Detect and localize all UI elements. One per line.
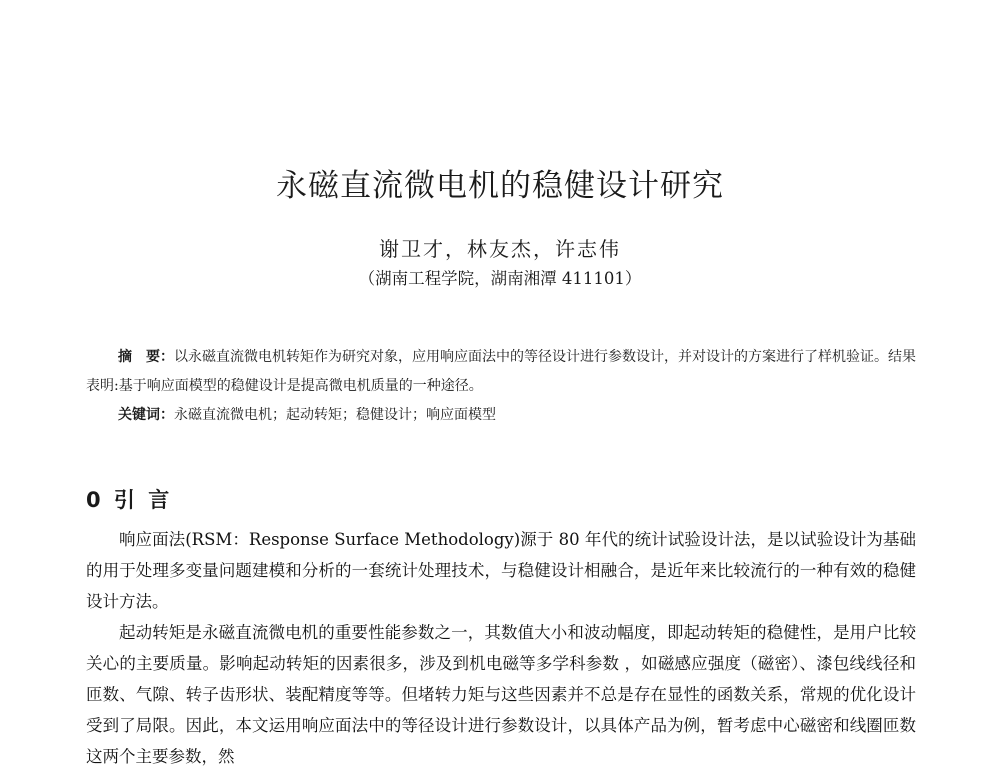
- keywords-paragraph: [86, 401, 916, 430]
- keywords-text: 永磁直流微电机；起动转矩；稳健设计；响应面模型: [174, 407, 496, 423]
- abstract-block: [86, 343, 916, 430]
- abstract-text: 以永磁直流微电机转矩作为研究对象，应用响应面法中的等径设计进行参数设计，并对设计的方案进行了样机验证。结果表明:基于响应面模型的稳健设计是提高微电机质量的一种途径。: [86, 349, 916, 394]
- section-heading: 0 引 言: [86, 488, 173, 512]
- section-body: [86, 524, 916, 772]
- paper-authors: 谢卫才，林友杰，许志伟: [379, 237, 621, 261]
- body-paragraph: 响应面法(RSM：Response Surface Methodology)源于 80 年代的统计试验设计法，是以试验设计为基础的用于处理多变量问题建模和分析的一套统计处理技术，与稳健设计相融合，是近年来比较流行的一种有效的稳健设计方法。: [86, 530, 916, 611]
- abstract-label: 摘 要：: [118, 349, 174, 365]
- body-paragraph: 起动转矩是永磁直流微电机的重要性能参数之一，其数值大小和波动幅度，即起动转矩的稳健性，是用户比较关心的主要质量。影响起动转矩的因素很多，涉及到机电磁等多学科参数 ，如磁感应强度（磁密）、漆包线线径和匝数、气隙、转子齿形状、装配精度等等。但堵转力矩与这些因素并不总是存在显性的函数关系，常规的优化设计受到了局限。因此，本文运用响应面法中的等径设计进行参数设计，以具体产品为例，暂考虑中心磁密和线圈匝数这两个主要参数，然: [86, 623, 916, 766]
- abstract-paragraph: [86, 343, 916, 401]
- paper-title: 永磁直流微电机的稳健设计研究: [276, 168, 724, 204]
- keywords-label: 关键词：: [118, 407, 174, 423]
- paper-affiliation: （湖南工程学院，湖南湘潭 411101）: [358, 269, 642, 288]
